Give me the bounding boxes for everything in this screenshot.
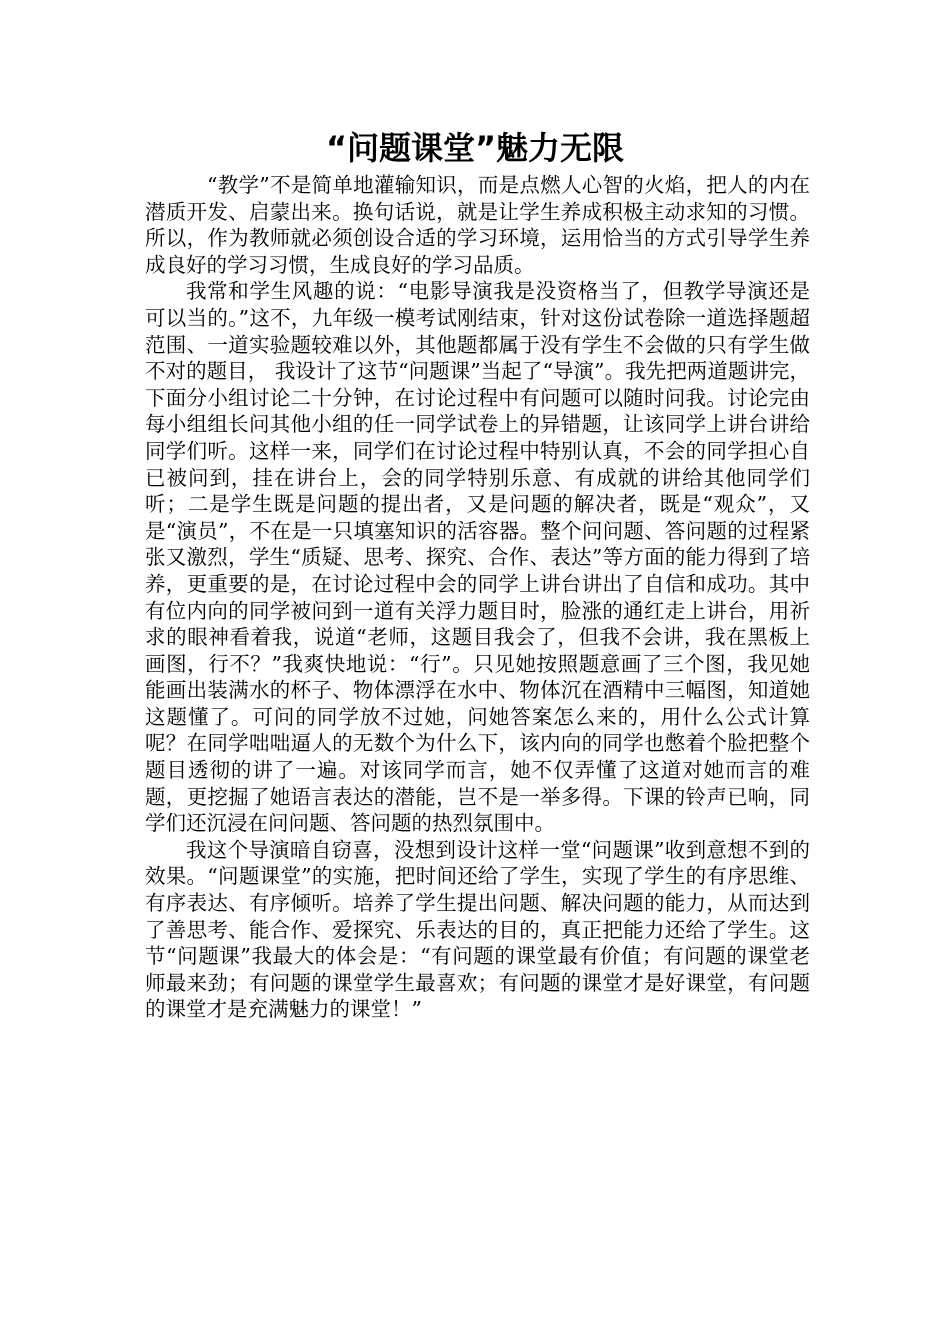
document-body xyxy=(145,172,810,1023)
paragraph-conclusion: 我这个导演暗自窃喜，没想到设计这样一堂“问题课”收到意想不到的效果。“问题课堂”的实施，把时间还给了学生，实现了学生的有序思维、有序表达、有序倾听。培养了学生提出问题、解决问题的能力，从而达到了善思考、能合作、爱探究、乐表达的目的，真正把能力还给了学生。这节“问题课”我最大的体会是：“有问题的课堂最有价值；有问题的课堂老师最来劲；有问题的课堂学生最喜欢；有问题的课堂才是好课堂，有问题的课堂才是充满魅力的课堂！” xyxy=(145,837,810,1022)
paragraph-story: 我常和学生风趣的说：“电影导演我是没资格当了，但教学导演还是可以当的。”这不，九年级一模考试刚结束，针对这份试卷除一道选择题超范围、一道实验题较难以外，其他题都属于没有学生不会做的只有学生做不对的题目， 我设计了这节“问题课”当起了“导演”。我先把两道题讲完，下面分小组讨论二十分钟，在讨论过程中有问题可以随时问我。讨论完由每小组组长问其他小组的任一同学试卷上的异错题，让该同学上讲台讲给同学们听。这样一来，同学们在讨论过程中特别认真，不会的同学担心自已被问到，挂在讲台上，会的同学特别乐意、有成就的讲给其他同学们听；二是学生既是问题的提出者，又是问题的解决者，既是“观众”，又是“演员”，不在是一只填塞知识的活容器。整个问问题、答问题的过程紧张又激烈，学生“质疑、思考、探究、合作、表达”等方面的能力得到了培养，更重要的是，在讨论过程中会的同学上讲台讲出了自信和成功。其中有位内向的同学被问到一道有关浮力题目时，脸涨的通红走上讲台，用祈求的眼神看着我，说道“老师，这题目我会了，但我不会讲，我在黑板上画图，行不？”我爽快地说：“行”。只见她按照题意画了三个图，我见她能画出装满水的杯子、物体漂浮在水中、物体沉在酒精中三幅图，知道她这题懂了。可问的同学放不过她，问她答案怎么来的，用什么公式计算呢？在同学咄咄逼人的无数个为什么下，该内向的同学也憋着个脸把整个题目透彻的讲了一遍。对该同学而言，她不仅弄懂了这道对她而言的难题，更挖掘了她语言表达的潜能，岂不是一举多得。下课的铃声已响，同学们还沉浸在问问题、答问题的热烈氛围中。 xyxy=(145,279,810,836)
document-title: “问题课堂”魅力无限 xyxy=(325,129,625,167)
paragraph-intro: “教学”不是简单地灌输知识，而是点燃人心智的火焰，把人的内在潜质开发、启蒙出来。换句话说，就是让学生养成积极主动求知的习惯。所以，作为教师就必须创设合适的学习环境，运用恰当的方式引导学生养成良好的学习习惯，生成良好的学习品质。 xyxy=(145,173,810,277)
